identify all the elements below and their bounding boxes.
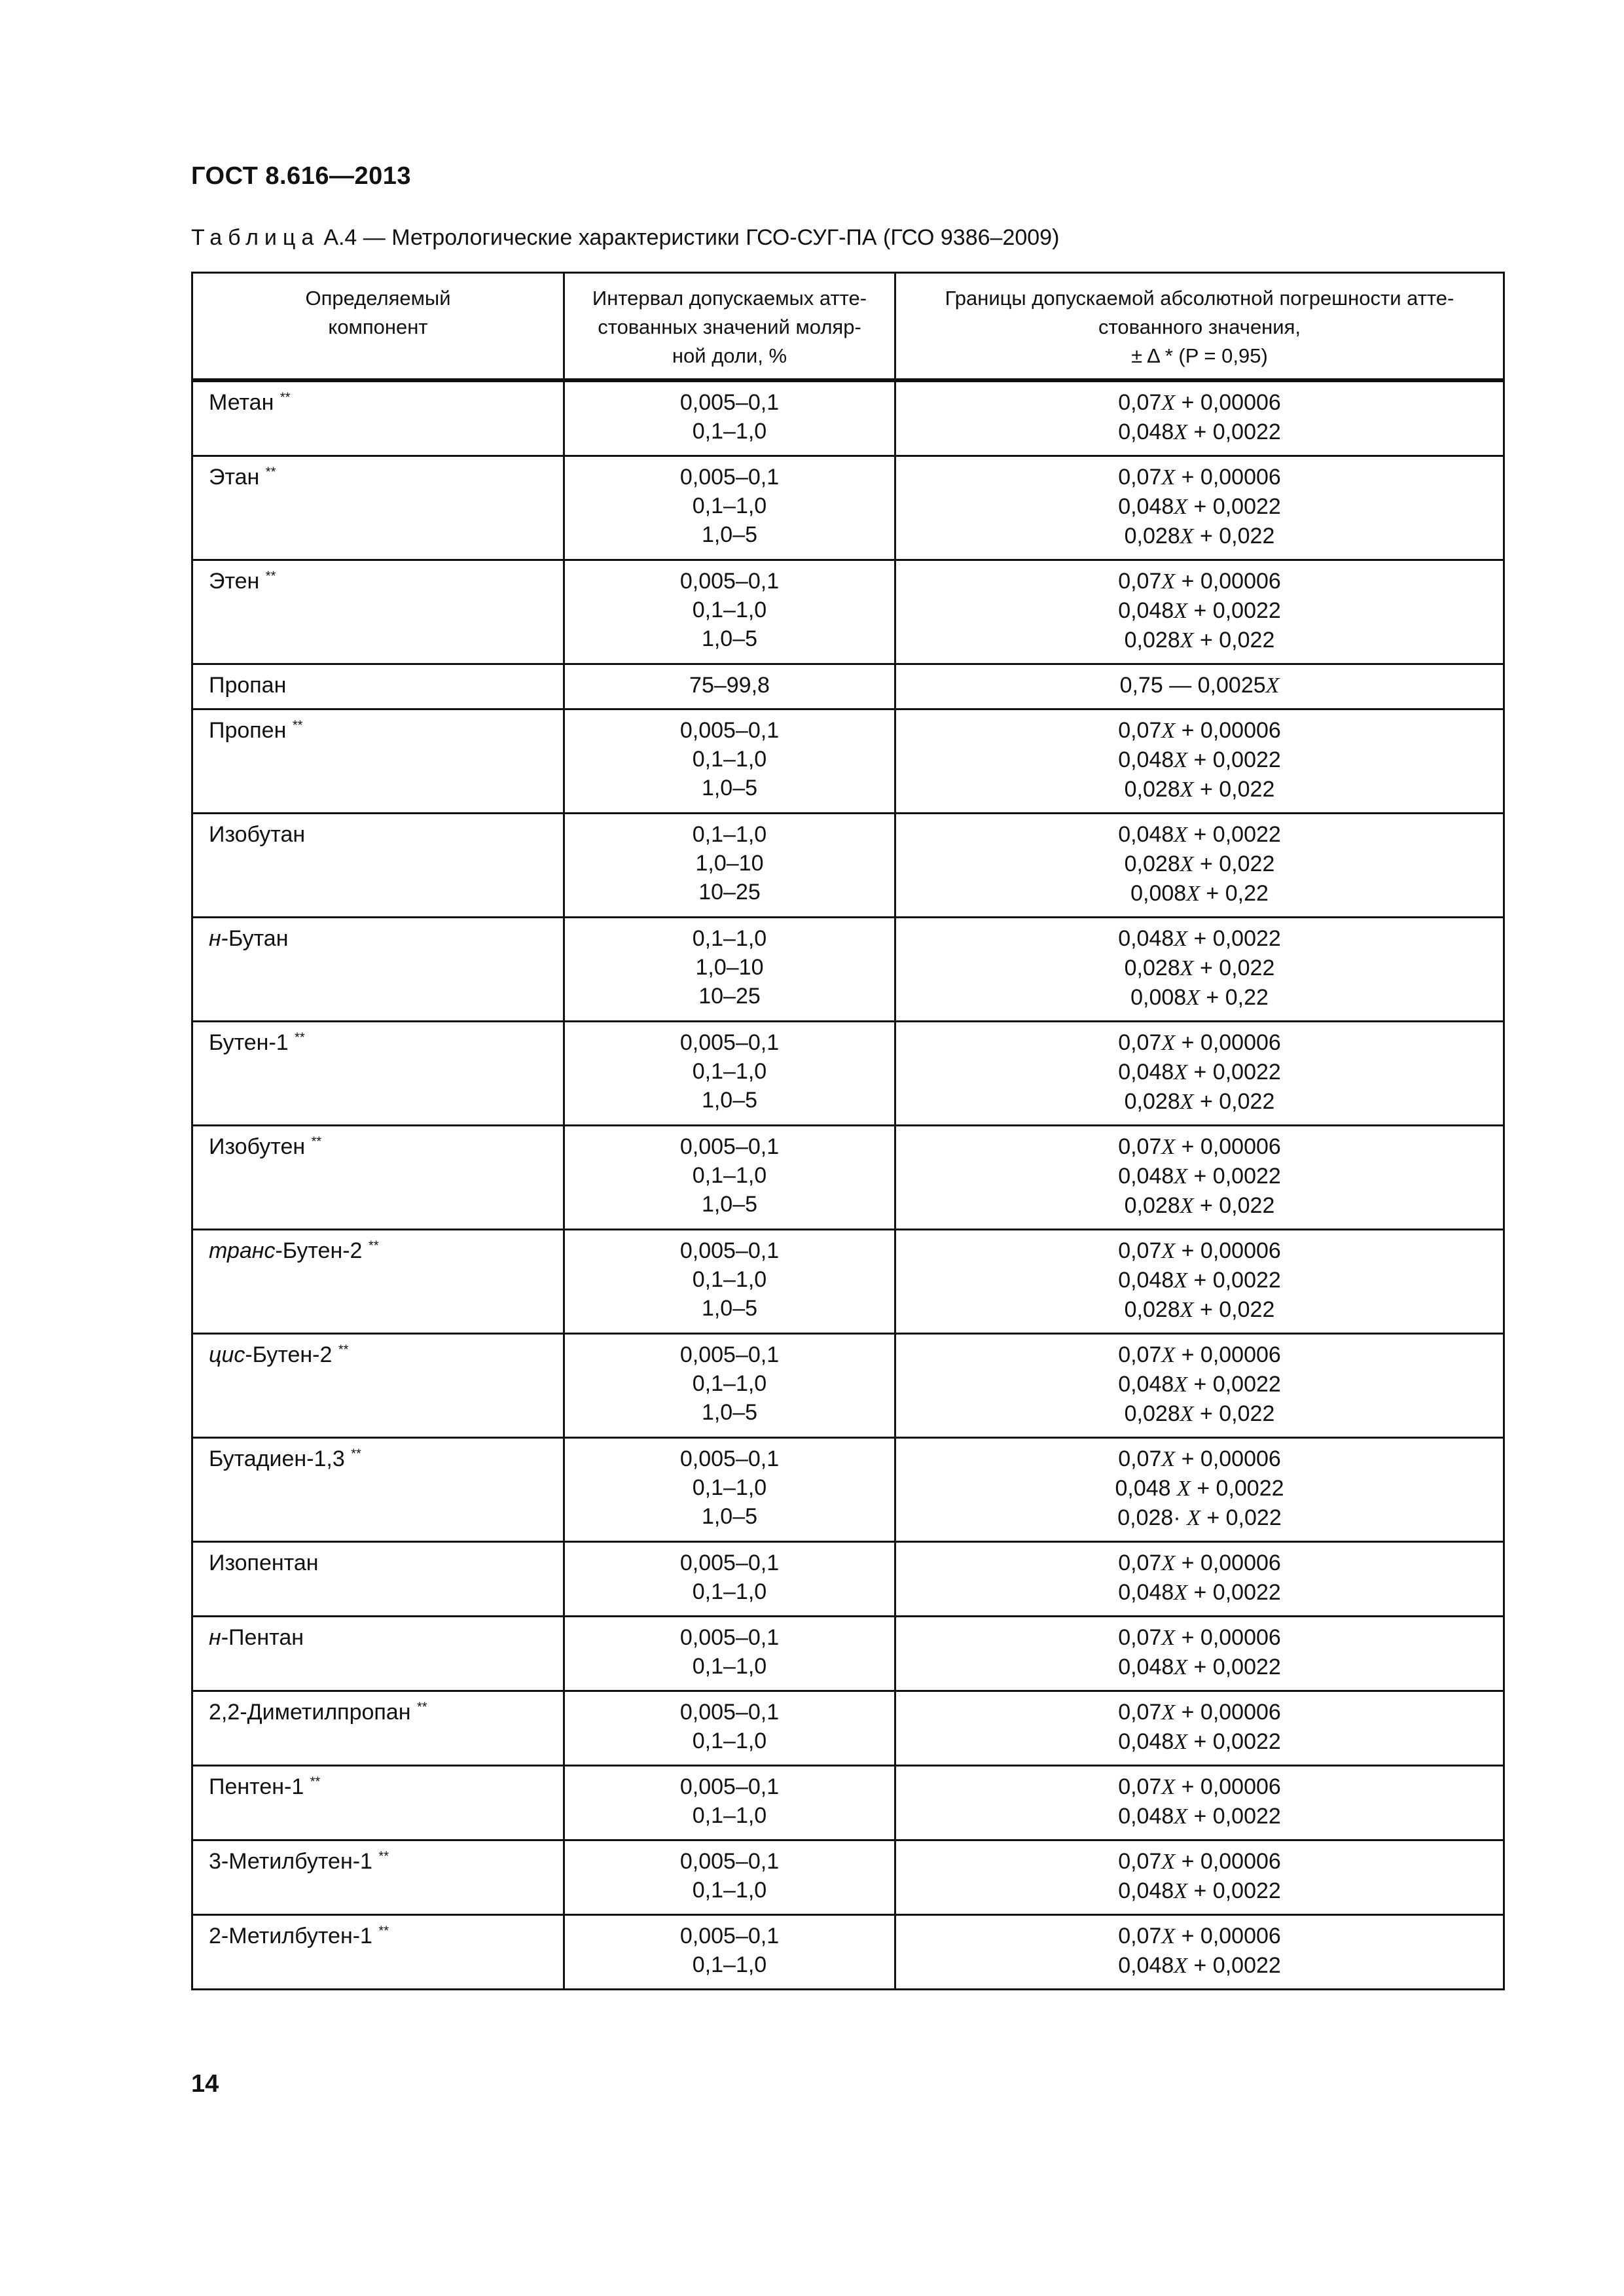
interval-value: 0,1–1,0 <box>692 1163 767 1188</box>
error-formula: 0,07X + 0,00006 <box>1118 1446 1281 1471</box>
interval-cell <box>564 664 895 709</box>
error-cell <box>895 1438 1504 1542</box>
error-formula: 0,028X + 0,022 <box>1124 956 1275 980</box>
table-row <box>192 1840 1504 1915</box>
metrology-table <box>191 272 1505 1990</box>
error-formula: 0,008X + 0,22 <box>1130 985 1269 1010</box>
interval-cell <box>564 1617 895 1691</box>
error-formula: 0,028X + 0,022 <box>1124 1401 1275 1426</box>
interval-value: 0,1–1,0 <box>692 822 767 847</box>
interval-value: 1,0–5 <box>701 1504 758 1529</box>
table-row <box>192 1230 1504 1334</box>
interval-value: 0,1–1,0 <box>692 1654 767 1679</box>
table-row <box>192 1334 1504 1438</box>
error-cell <box>895 1766 1504 1840</box>
component-name: Бутен-1 <box>209 1030 289 1055</box>
component-name: Метан <box>209 390 274 415</box>
interval-cell <box>564 1766 895 1840</box>
error-formula: 0,048X + 0,0022 <box>1118 494 1281 519</box>
interval-cell <box>564 1915 895 1990</box>
header-component <box>192 273 564 381</box>
error-cell <box>895 560 1504 664</box>
error-formula: 0,07X + 0,00006 <box>1118 1342 1281 1367</box>
component-name: Изобутан <box>209 822 306 847</box>
header-line: Определяемый <box>305 287 451 310</box>
table-row <box>192 1617 1504 1691</box>
table-row <box>192 1022 1504 1126</box>
interval-value: 1,0–5 <box>701 522 758 547</box>
table-row <box>192 456 1504 560</box>
interval-cell <box>564 1022 895 1126</box>
error-formula: 0,07X + 0,00006 <box>1118 1625 1281 1650</box>
interval-value: 0,1–1,0 <box>692 747 767 772</box>
interval-value: 1,0–5 <box>701 626 758 651</box>
interval-value: 0,005–0,1 <box>679 390 780 415</box>
interval-value: 0,005–0,1 <box>679 1849 780 1874</box>
interval-cell <box>564 1691 895 1766</box>
interval-value: 0,005–0,1 <box>679 1924 780 1948</box>
error-formula: 0,028X + 0,022 <box>1124 524 1275 548</box>
table-row <box>192 1766 1504 1840</box>
interval-value: 0,1–1,0 <box>692 1059 767 1084</box>
component-cell <box>192 1126 564 1230</box>
footnote-marker: ** <box>416 1700 427 1715</box>
error-cell <box>895 1542 1504 1617</box>
error-formula: 0,07X + 0,00006 <box>1118 1551 1281 1575</box>
component-cell <box>192 664 564 709</box>
footnote-marker: ** <box>368 1238 379 1253</box>
table-row <box>192 380 1504 456</box>
error-cell <box>895 1022 1504 1126</box>
error-formula: 0,048X + 0,0022 <box>1118 1060 1281 1085</box>
error-cell <box>895 664 1504 709</box>
table-row <box>192 709 1504 814</box>
component-cell <box>192 709 564 814</box>
error-cell <box>895 814 1504 918</box>
footnote-marker: ** <box>311 1134 322 1149</box>
error-formula: 0,07X + 0,00006 <box>1118 1030 1281 1055</box>
component-prefix: н <box>209 1625 221 1650</box>
interval-value: 0,005–0,1 <box>679 718 780 743</box>
table-row <box>192 1126 1504 1230</box>
error-formula: 0,028X + 0,022 <box>1124 777 1275 802</box>
error-formula: 0,048X + 0,0022 <box>1118 926 1281 951</box>
header-line: стованных значений моляр- <box>598 315 861 338</box>
error-formula: 0,75 — 0,0025X <box>1119 673 1280 698</box>
error-cell <box>895 1230 1504 1334</box>
error-formula: 0,048X + 0,0022 <box>1118 1655 1281 1679</box>
interval-value: 0,1–1,0 <box>692 926 767 951</box>
footnote-marker: ** <box>280 390 291 405</box>
component-name: Изопентан <box>209 1551 319 1575</box>
header-line: стованного значения, <box>1098 315 1301 338</box>
error-cell <box>895 380 1504 456</box>
error-formula: 0,07X + 0,00006 <box>1118 1849 1281 1874</box>
table-header-row <box>192 273 1504 381</box>
table-row <box>192 814 1504 918</box>
interval-cell <box>564 1840 895 1915</box>
interval-cell <box>564 1438 895 1542</box>
component-cell <box>192 1438 564 1542</box>
component-cell <box>192 814 564 918</box>
interval-value: 1,0–10 <box>695 955 764 980</box>
component-cell <box>192 1230 564 1334</box>
error-formula: 0,048X + 0,0022 <box>1118 598 1281 623</box>
table-row <box>192 918 1504 1022</box>
interval-value: 0,005–0,1 <box>679 1700 780 1725</box>
interval-cell <box>564 456 895 560</box>
component-name: 3-Метилбутен-1 <box>209 1849 372 1874</box>
interval-value: 75–99,8 <box>689 673 770 698</box>
header-line: Границы допускаемой абсолютной погрешности атте- <box>945 287 1454 310</box>
error-formula: 0,048X + 0,0022 <box>1118 1580 1281 1605</box>
interval-value: 0,1–1,0 <box>692 493 767 518</box>
interval-value: 0,1–1,0 <box>692 598 767 622</box>
component-cell <box>192 1691 564 1766</box>
error-formula: 0,048X + 0,0022 <box>1118 420 1281 444</box>
error-formula: 0,028X + 0,022 <box>1124 1297 1275 1322</box>
error-formula: 0,028X + 0,022 <box>1124 1089 1275 1114</box>
component-name: 2-Метилбутен-1 <box>209 1924 372 1948</box>
error-formula: 0,07X + 0,00006 <box>1118 390 1281 415</box>
error-cell <box>895 1691 1504 1766</box>
footnote-marker: ** <box>338 1342 349 1357</box>
page-number: 14 <box>191 2070 219 2098</box>
interval-value: 0,005–0,1 <box>679 1774 780 1799</box>
component-name: -Бутан <box>221 926 289 951</box>
error-formula: 0,07X + 0,00006 <box>1118 718 1281 743</box>
interval-value: 1,0–5 <box>701 776 758 800</box>
error-formula: 0,048X + 0,0022 <box>1118 1729 1281 1754</box>
footnote-marker: ** <box>378 1924 389 1939</box>
component-name: Изобутен <box>209 1134 306 1159</box>
component-cell <box>192 1542 564 1617</box>
interval-value: 1,0–5 <box>701 1088 758 1113</box>
component-cell <box>192 1915 564 1990</box>
interval-value: 10–25 <box>698 880 761 905</box>
error-formula: 0,028X + 0,022 <box>1124 628 1275 653</box>
error-cell <box>895 1840 1504 1915</box>
document-header: ГОСТ 8.616—2013 <box>191 162 411 190</box>
error-formula: 0,07X + 0,00006 <box>1118 569 1281 594</box>
component-prefix: цис <box>209 1342 245 1367</box>
component-cell <box>192 1766 564 1840</box>
interval-cell <box>564 380 895 456</box>
table-row <box>192 1542 1504 1617</box>
table-caption <box>191 225 1059 251</box>
component-name: 2,2-Диметилпропан <box>209 1700 411 1725</box>
error-cell <box>895 709 1504 814</box>
error-cell <box>895 1915 1504 1990</box>
error-cell <box>895 1617 1504 1691</box>
component-name: -Бутен-2 <box>245 1342 333 1367</box>
header-line: ной доли, % <box>672 344 787 367</box>
component-cell <box>192 1617 564 1691</box>
component-name: -Бутен-2 <box>275 1238 363 1263</box>
interval-value: 0,1–1,0 <box>692 1803 767 1828</box>
interval-cell <box>564 1230 895 1334</box>
error-formula: 0,07X + 0,00006 <box>1118 1238 1281 1263</box>
interval-cell <box>564 1126 895 1230</box>
component-name: Пропан <box>209 673 287 698</box>
error-formula: 0,028X + 0,022 <box>1124 1193 1275 1218</box>
error-cell <box>895 1126 1504 1230</box>
component-name: Этен <box>209 569 260 594</box>
component-prefix: н <box>209 926 221 951</box>
footnote-marker: ** <box>292 718 303 733</box>
header-line: Интервал допускаемых атте- <box>592 287 867 310</box>
interval-value: 0,1–1,0 <box>692 1475 767 1500</box>
interval-value: 0,1–1,0 <box>692 1878 767 1903</box>
interval-value: 0,1–1,0 <box>692 1729 767 1753</box>
interval-value: 0,1–1,0 <box>692 1952 767 1977</box>
interval-value: 0,005–0,1 <box>679 1551 780 1575</box>
component-cell <box>192 1840 564 1915</box>
interval-cell <box>564 814 895 918</box>
table-row <box>192 664 1504 709</box>
interval-value: 0,005–0,1 <box>679 1446 780 1471</box>
table-row <box>192 560 1504 664</box>
interval-value: 0,005–0,1 <box>679 1030 780 1055</box>
error-formula: 0,048X + 0,0022 <box>1118 1268 1281 1293</box>
error-formula: 0,07X + 0,00006 <box>1118 1774 1281 1799</box>
error-formula: 0,07X + 0,00006 <box>1118 1924 1281 1948</box>
interval-value: 0,005–0,1 <box>679 1238 780 1263</box>
table-caption-word: Таблица <box>191 225 320 250</box>
footnote-marker: ** <box>265 465 276 480</box>
interval-value: 1,0–10 <box>695 851 764 876</box>
interval-cell <box>564 560 895 664</box>
footnote-marker: ** <box>351 1446 361 1462</box>
error-formula: 0,048X + 0,0022 <box>1118 1953 1281 1978</box>
table-row <box>192 1915 1504 1990</box>
interval-cell <box>564 1542 895 1617</box>
component-cell <box>192 560 564 664</box>
error-formula: 0,07X + 0,00006 <box>1118 1700 1281 1725</box>
interval-value: 0,005–0,1 <box>679 465 780 490</box>
component-cell <box>192 380 564 456</box>
interval-cell <box>564 709 895 814</box>
component-name: Этан <box>209 465 260 490</box>
error-formula: 0,07X + 0,00006 <box>1118 1134 1281 1159</box>
error-formula: 0,008X + 0,22 <box>1130 881 1269 906</box>
footnote-marker: ** <box>265 569 276 584</box>
interval-value: 10–25 <box>698 984 761 1009</box>
interval-value: 1,0–5 <box>701 1296 758 1321</box>
interval-value: 0,005–0,1 <box>679 1342 780 1367</box>
component-cell <box>192 456 564 560</box>
interval-value: 1,0–5 <box>701 1400 758 1425</box>
component-name: Пентен-1 <box>209 1774 304 1799</box>
footnote-marker: ** <box>295 1030 305 1045</box>
component-name: Бутадиен-1,3 <box>209 1446 345 1471</box>
error-formula: 0,048X + 0,0022 <box>1118 1164 1281 1189</box>
table-body <box>192 380 1504 1990</box>
interval-value: 0,005–0,1 <box>679 1625 780 1650</box>
error-cell <box>895 1334 1504 1438</box>
error-formula: 0,048 X + 0,0022 <box>1115 1476 1284 1501</box>
component-name: Пропен <box>209 718 287 743</box>
interval-cell <box>564 918 895 1022</box>
error-formula: 0,048X + 0,0022 <box>1118 822 1281 847</box>
error-cell <box>895 918 1504 1022</box>
interval-value: 0,1–1,0 <box>692 1579 767 1604</box>
interval-value: 0,005–0,1 <box>679 569 780 594</box>
header-line: ± Δ * (P = 0,95) <box>1131 344 1268 367</box>
table-row <box>192 1691 1504 1766</box>
table-row <box>192 1438 1504 1542</box>
footnote-marker: ** <box>310 1774 321 1789</box>
error-formula: 0,048X + 0,0022 <box>1118 1878 1281 1903</box>
error-formula: 0,07X + 0,00006 <box>1118 465 1281 490</box>
table-caption-text: А.4 — Метрологические характеристики ГСО-СУГ-ПА (ГСО 9386–2009) <box>323 225 1060 250</box>
footnote-marker: ** <box>378 1849 389 1864</box>
header-line: компонент <box>328 315 428 338</box>
component-name: -Пентан <box>221 1625 304 1650</box>
error-formula: 0,048X + 0,0022 <box>1118 1804 1281 1829</box>
component-cell <box>192 1022 564 1126</box>
header-interval <box>564 273 895 381</box>
error-formula: 0,048X + 0,0022 <box>1118 747 1281 772</box>
interval-value: 0,005–0,1 <box>679 1134 780 1159</box>
error-formula: 0,048X + 0,0022 <box>1118 1372 1281 1397</box>
interval-value: 0,1–1,0 <box>692 419 767 444</box>
interval-value: 0,1–1,0 <box>692 1371 767 1396</box>
component-cell <box>192 1334 564 1438</box>
interval-value: 0,1–1,0 <box>692 1267 767 1292</box>
component-cell <box>192 918 564 1022</box>
header-error-bounds <box>895 273 1504 381</box>
error-cell <box>895 456 1504 560</box>
interval-cell <box>564 1334 895 1438</box>
interval-value: 1,0–5 <box>701 1192 758 1217</box>
error-formula: 0,028X + 0,022 <box>1124 852 1275 876</box>
component-prefix: транс <box>209 1238 276 1263</box>
error-formula: 0,028· X + 0,022 <box>1117 1505 1282 1530</box>
